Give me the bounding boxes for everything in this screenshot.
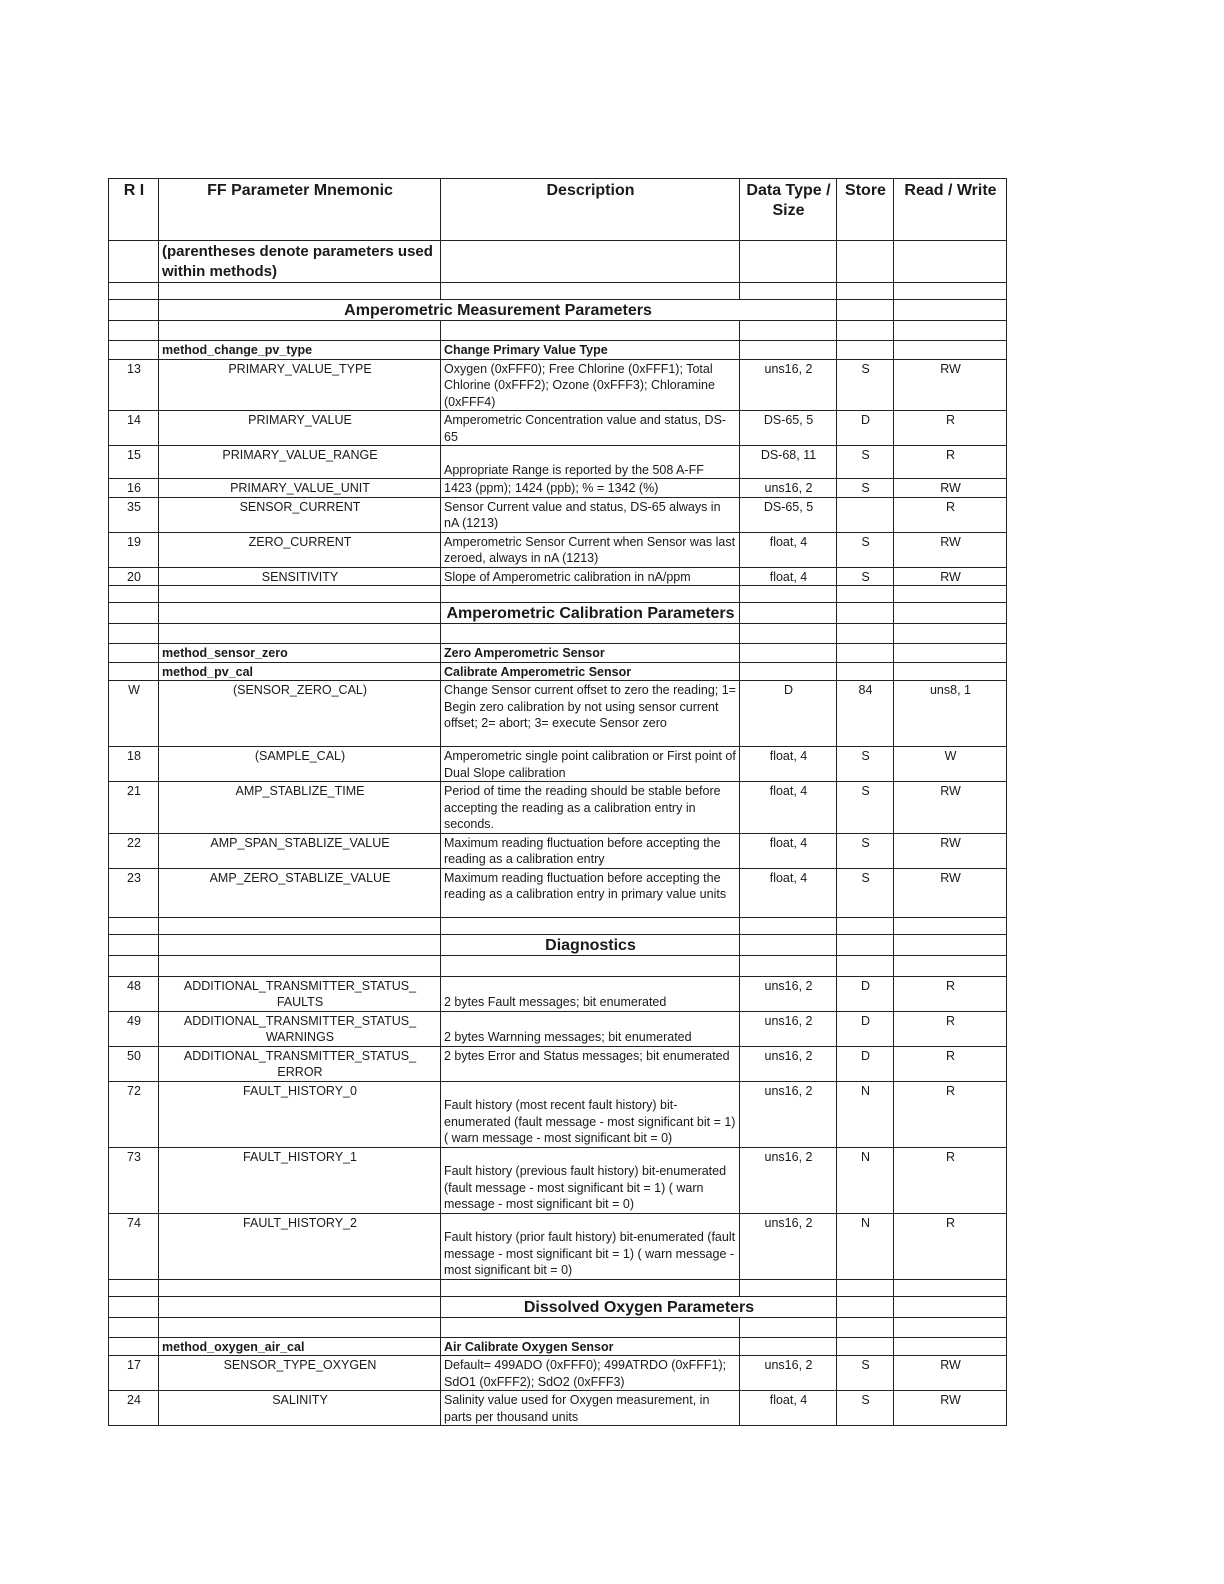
- row-index: 48: [109, 976, 159, 1011]
- data-type: float, 4: [740, 833, 837, 868]
- parameter-mnemonic: AMP_ZERO_STABLIZE_VALUE: [159, 868, 441, 917]
- table-row: [109, 567, 1007, 586]
- parameter-mnemonic: SENSITIVITY: [159, 567, 441, 586]
- table-row: [109, 1081, 1007, 1147]
- spacer-row: [109, 586, 1007, 603]
- store-class: S: [837, 1391, 894, 1426]
- table-row: [109, 1147, 1007, 1213]
- data-type: float, 4: [740, 532, 837, 567]
- spacer-row: [109, 955, 1007, 976]
- table-row: [109, 1213, 1007, 1279]
- parameter-description: Fault history (previous fault history) bit-enumerated (fault message - most significant bit = 1) ( warn message - most significant bit = 0): [441, 1147, 740, 1213]
- parameter-description: Default= 499ADO (0xFFF0); 499ATRDO (0xFFF1); SdO1 (0xFFF2); SdO2 (0xFFF3): [441, 1356, 740, 1391]
- read-write: RW: [894, 833, 1007, 868]
- method-row: [109, 644, 1007, 663]
- row-index: 13: [109, 359, 159, 411]
- header-description: Description: [441, 179, 740, 241]
- table-row: [109, 868, 1007, 917]
- store-class: N: [837, 1147, 894, 1213]
- read-write: R: [894, 411, 1007, 446]
- read-write: RW: [894, 567, 1007, 586]
- read-write: R: [894, 497, 1007, 532]
- store-class: S: [837, 747, 894, 782]
- store-class: D: [837, 411, 894, 446]
- method-description: Air Calibrate Oxygen Sensor: [441, 1337, 740, 1356]
- read-write: RW: [894, 1356, 1007, 1391]
- row-index: 74: [109, 1213, 159, 1279]
- row-index: 17: [109, 1356, 159, 1391]
- row-index: 24: [109, 1391, 159, 1426]
- store-class: D: [837, 976, 894, 1011]
- parameter-description: Amperometric Concentration value and status, DS-65: [441, 411, 740, 446]
- data-type: float, 4: [740, 1391, 837, 1426]
- section-title-amp-measurement: Amperometric Measurement Parameters: [159, 300, 837, 321]
- table-row: [109, 833, 1007, 868]
- row-index: 50: [109, 1046, 159, 1081]
- read-write: uns8, 1: [894, 681, 1007, 747]
- read-write: RW: [894, 782, 1007, 834]
- row-index: W: [109, 681, 159, 747]
- store-class: S: [837, 782, 894, 834]
- read-write: R: [894, 1081, 1007, 1147]
- parameter-mnemonic: PRIMARY_VALUE: [159, 411, 441, 446]
- store-class: [837, 497, 894, 532]
- parameter-description: 1423 (ppm); 1424 (ppb); % = 1342 (%): [441, 479, 740, 498]
- parameter-mnemonic: SENSOR_CURRENT: [159, 497, 441, 532]
- store-class: S: [837, 479, 894, 498]
- header-mnemonic: FF Parameter Mnemonic: [159, 179, 441, 241]
- table-row: [109, 976, 1007, 1011]
- row-index: 14: [109, 411, 159, 446]
- spacer-row: [109, 321, 1007, 341]
- parameter-mnemonic: PRIMARY_VALUE_TYPE: [159, 359, 441, 411]
- parameter-mnemonic: ADDITIONAL_TRANSMITTER_STATUS_ ERROR: [159, 1046, 441, 1081]
- parameter-mnemonic: FAULT_HISTORY_2: [159, 1213, 441, 1279]
- parameter-table: [108, 178, 1007, 1426]
- section-row: [109, 1296, 1007, 1317]
- data-type: uns16, 2: [740, 1011, 837, 1046]
- section-row: [109, 300, 1007, 321]
- parameter-description: Fault history (prior fault history) bit-enumerated (fault message - most significant bit = 1) ( warn message - most significant bit = 0): [441, 1213, 740, 1279]
- method-name: method_sensor_zero: [159, 644, 441, 663]
- header-row: [109, 179, 1007, 241]
- spacer-row: [109, 1317, 1007, 1337]
- spacer-row: [109, 917, 1007, 934]
- table-row: [109, 411, 1007, 446]
- parentheses-note: (parentheses denote parameters used within methods): [159, 241, 441, 283]
- table-row: [109, 1046, 1007, 1081]
- method-description: Calibrate Amperometric Sensor: [441, 662, 740, 681]
- note-row: [109, 241, 1007, 283]
- store-class: S: [837, 1356, 894, 1391]
- read-write: RW: [894, 359, 1007, 411]
- section-title-diagnostics: Diagnostics: [441, 934, 740, 955]
- spacer-row: [109, 624, 1007, 644]
- data-type: uns16, 2: [740, 1356, 837, 1391]
- parameter-description: Sensor Current value and status, DS-65 always in nA (1213): [441, 497, 740, 532]
- store-class: 84: [837, 681, 894, 747]
- store-class: N: [837, 1213, 894, 1279]
- parameter-description: 2 bytes Error and Status messages; bit enumerated: [441, 1046, 740, 1081]
- row-index: 72: [109, 1081, 159, 1147]
- method-name: method_change_pv_type: [159, 341, 441, 360]
- parameter-mnemonic: FAULT_HISTORY_1: [159, 1147, 441, 1213]
- data-type: uns16, 2: [740, 1213, 837, 1279]
- data-type: uns16, 2: [740, 1081, 837, 1147]
- table-row: [109, 359, 1007, 411]
- parameter-description: Appropriate Range is reported by the 508 A-FF: [441, 446, 740, 479]
- parameter-description: Change Sensor current offset to zero the reading; 1= Begin zero calibration by not using sensor current offset; 2= abort; 3= execute Sensor zero: [441, 681, 740, 747]
- parameter-description: Oxygen (0xFFF0); Free Chlorine (0xFFF1); Total Chlorine (0xFFF2); Ozone (0xFFF3); Chloramine (0xFFF4): [441, 359, 740, 411]
- table-row: [109, 1011, 1007, 1046]
- parameter-description: 2 bytes Warnning messages; bit enumerated: [441, 1011, 740, 1046]
- method-row: [109, 1337, 1007, 1356]
- method-row: [109, 341, 1007, 360]
- read-write: RW: [894, 868, 1007, 917]
- data-type: uns16, 2: [740, 976, 837, 1011]
- data-type: uns16, 2: [740, 1147, 837, 1213]
- data-type: DS-65, 5: [740, 411, 837, 446]
- row-index: 15: [109, 446, 159, 479]
- read-write: RW: [894, 532, 1007, 567]
- store-class: S: [837, 833, 894, 868]
- data-type: uns16, 2: [740, 479, 837, 498]
- store-class: S: [837, 567, 894, 586]
- row-index: 35: [109, 497, 159, 532]
- data-type: float, 4: [740, 782, 837, 834]
- spacer-row: [109, 283, 1007, 300]
- parameter-description: Salinity value used for Oxygen measurement, in parts per thousand units: [441, 1391, 740, 1426]
- parameter-mnemonic: AMP_STABLIZE_TIME: [159, 782, 441, 834]
- table-row: [109, 497, 1007, 532]
- spacer-row: [109, 1279, 1007, 1296]
- parameter-mnemonic: (SAMPLE_CAL): [159, 747, 441, 782]
- parameter-document: [108, 178, 1006, 1426]
- data-type: float, 4: [740, 868, 837, 917]
- parameter-mnemonic: ZERO_CURRENT: [159, 532, 441, 567]
- table-row: [109, 782, 1007, 834]
- parameter-mnemonic: AMP_SPAN_STABLIZE_VALUE: [159, 833, 441, 868]
- store-class: D: [837, 1011, 894, 1046]
- table-row: [109, 1391, 1007, 1426]
- read-write: RW: [894, 1391, 1007, 1426]
- header-store: Store: [837, 179, 894, 241]
- data-type: float, 4: [740, 567, 837, 586]
- method-name: method_pv_cal: [159, 662, 441, 681]
- parameter-mnemonic: SALINITY: [159, 1391, 441, 1426]
- section-title-dissolved-oxygen: Dissolved Oxygen Parameters: [441, 1296, 837, 1317]
- read-write: R: [894, 446, 1007, 479]
- parameter-mnemonic: PRIMARY_VALUE_RANGE: [159, 446, 441, 479]
- parameter-description: Maximum reading fluctuation before accepting the reading as a calibration entry in primary value units: [441, 868, 740, 917]
- data-type: DS-68, 11: [740, 446, 837, 479]
- store-class: S: [837, 532, 894, 567]
- table-row: [109, 681, 1007, 747]
- store-class: D: [837, 1046, 894, 1081]
- data-type: DS-65, 5: [740, 497, 837, 532]
- table-row: [109, 1356, 1007, 1391]
- parameter-mnemonic: (SENSOR_ZERO_CAL): [159, 681, 441, 747]
- table-row: [109, 747, 1007, 782]
- read-write: R: [894, 1046, 1007, 1081]
- store-class: S: [837, 359, 894, 411]
- row-index: 23: [109, 868, 159, 917]
- header-datatype: Data Type / Size: [740, 179, 837, 241]
- method-description: Zero Amperometric Sensor: [441, 644, 740, 663]
- row-index: 20: [109, 567, 159, 586]
- header-ri: R I: [109, 179, 159, 241]
- parameter-mnemonic: PRIMARY_VALUE_UNIT: [159, 479, 441, 498]
- store-class: S: [837, 868, 894, 917]
- parameter-mnemonic: FAULT_HISTORY_0: [159, 1081, 441, 1147]
- parameter-description: Maximum reading fluctuation before accepting the reading as a calibration entry: [441, 833, 740, 868]
- row-index: 16: [109, 479, 159, 498]
- data-type: uns16, 2: [740, 359, 837, 411]
- method-row: [109, 662, 1007, 681]
- read-write: RW: [894, 479, 1007, 498]
- parameter-mnemonic: ADDITIONAL_TRANSMITTER_STATUS_ FAULTS: [159, 976, 441, 1011]
- parameter-description: Fault history (most recent fault history) bit-enumerated (fault message - most significant bit = 1) ( warn message - most significant bit = 0): [441, 1081, 740, 1147]
- row-index: 22: [109, 833, 159, 868]
- parameter-description: Amperometric Sensor Current when Sensor was last zeroed, always in nA (1213): [441, 532, 740, 567]
- parameter-mnemonic: ADDITIONAL_TRANSMITTER_STATUS_ WARNINGS: [159, 1011, 441, 1046]
- data-type: uns16, 2: [740, 1046, 837, 1081]
- parameter-description: Period of time the reading should be stable before accepting the reading as a calibration entry in seconds.: [441, 782, 740, 834]
- row-index: 21: [109, 782, 159, 834]
- header-rw: Read / Write: [894, 179, 1007, 241]
- store-class: S: [837, 446, 894, 479]
- table-row: [109, 446, 1007, 479]
- read-write: R: [894, 1213, 1007, 1279]
- read-write: W: [894, 747, 1007, 782]
- row-index: 19: [109, 532, 159, 567]
- method-name: method_oxygen_air_cal: [159, 1337, 441, 1356]
- section-title-amp-calibration: Amperometric Calibration Parameters: [441, 603, 740, 624]
- parameter-description: Amperometric single point calibration or First point of Dual Slope calibration: [441, 747, 740, 782]
- row-index: 49: [109, 1011, 159, 1046]
- read-write: R: [894, 976, 1007, 1011]
- table-row: [109, 479, 1007, 498]
- data-type: float, 4: [740, 747, 837, 782]
- parameter-description: Slope of Amperometric calibration in nA/ppm: [441, 567, 740, 586]
- parameter-mnemonic: SENSOR_TYPE_OXYGEN: [159, 1356, 441, 1391]
- row-index: 73: [109, 1147, 159, 1213]
- parameter-description: 2 bytes Fault messages; bit enumerated: [441, 976, 740, 1011]
- section-row: [109, 934, 1007, 955]
- section-row: [109, 603, 1007, 624]
- table-row: [109, 532, 1007, 567]
- method-description: Change Primary Value Type: [441, 341, 740, 360]
- read-write: R: [894, 1147, 1007, 1213]
- row-index: 18: [109, 747, 159, 782]
- data-type: D: [740, 681, 837, 747]
- read-write: R: [894, 1011, 1007, 1046]
- store-class: N: [837, 1081, 894, 1147]
